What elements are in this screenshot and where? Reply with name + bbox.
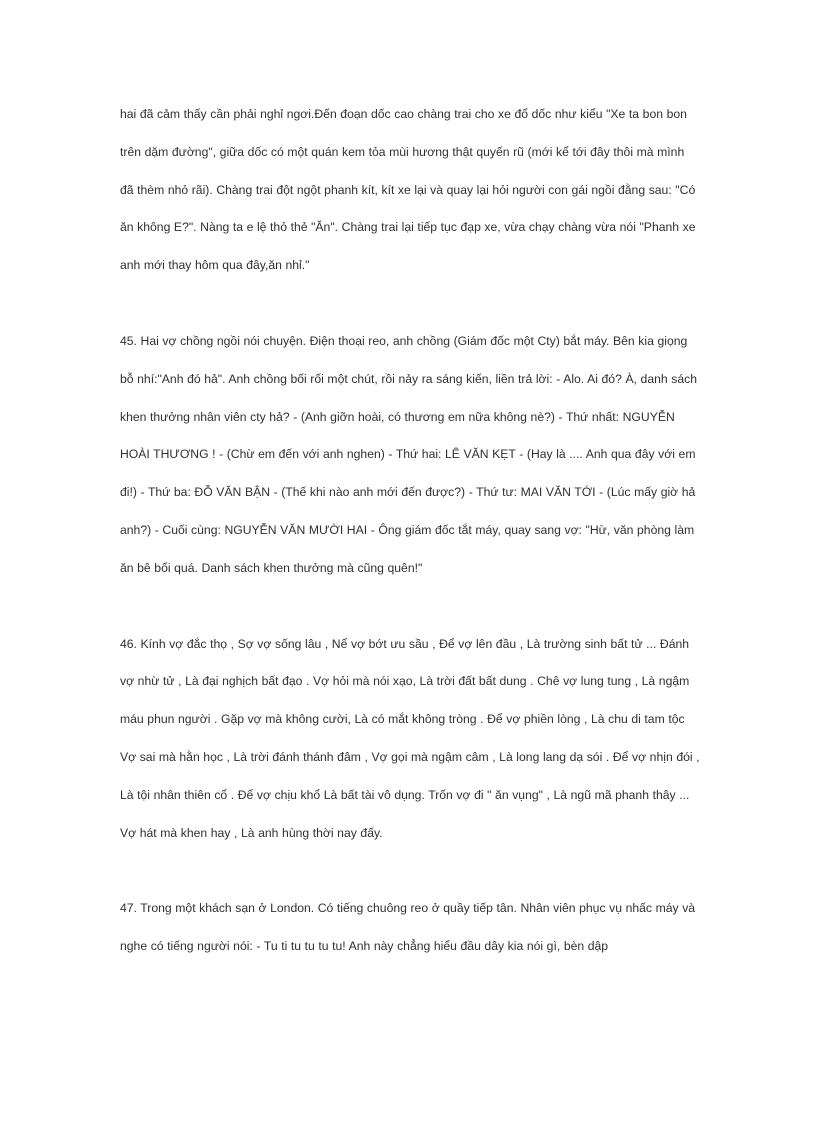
document-body bbox=[120, 96, 700, 1004]
paragraph-46: 46. Kính vợ đắc thọ , Sợ vợ sống lâu , Nể vợ bớt ưu sầu , Để vợ lên đầu , Là trường sinh bất tử ... Đánh vợ nhừ tử , Là đại nghịch bất đạo . Vợ hỏi mà nói xạo, Là trời đất bất dung . Chê vợ lung tung , Là ngậm máu phun người . Gặp vợ mà không cười, Là có mắt không tròng . Để vợ phiền lòng , Là chu di tam tộc Vợ sai mà hằn học , Là trời đánh thánh đâm , Vợ gọi mà ngậm câm , Là long lang dạ sói . Để vợ nhịn đói , Là tội nhân thiên cổ . Để vợ chịu khổ Là bất tài vô dụng. Trốn vợ đi " ăn vụng" , Là ngũ mã phanh thây ... Vợ hát mà khen hay , Là anh hùng thời nay đấy. bbox=[120, 636, 700, 840]
paragraph-continuation: hai đã cảm thấy cần phải nghỉ ngơi.Đến đoạn dốc cao chàng trai cho xe đổ dốc như kiểu "Xe ta bon bon trên dặm đường", giữa dốc có một quán kem tỏa mùi hương thật quyến rũ (mới kể tới đây thôi mà mình đã thèm nhỏ rãi). Chàng trai đột ngột phanh kít, kít xe lại và quay lại hỏi người con gái ngồi đằng sau: "Có ăn không E?". Nàng ta e lệ thỏ thẻ "Ăn". Chàng trai lại tiếp tục đạp xe, vừa chạy chàng vừa nói "Phanh xe anh mới thay hôm qua đây,ăn nhỉ." bbox=[120, 107, 696, 273]
paragraph-45: 45. Hai vợ chồng ngồi nói chuyện. Điện thoại reo, anh chồng (Giám đốc một Cty) bắt máy. Bên kia giọng bỗ nhí:"Anh đó hả". Anh chồng bối rối một chút, rồi nảy ra sáng kiến, liền trả lời: - Alo. Ai đó? À, danh sách khen thưởng nhân viên cty hả? - (Anh giỡn hoài, có thương em nữa không nè?) - Thứ nhất: NGUYỄN HOÀI THƯƠNG ! - (Chừ em đến với anh nghen) - Thứ hai: LÊ VĂN KẸT - (Hay là .... Anh qua đây với em đi!) - Thứ ba: ĐỖ VĂN BẬN - (Thế khi nào anh mới đến được?) - Thứ tư: MAI VĂN TỚI - (Lúc mấy giờ hả anh?) - Cuối cùng: NGUYỄN VĂN MƯỜI HAI - Ông giám đốc tắt máy, quay sang vợ: "Hừ, văn phòng làm ăn bê bối quá. Danh sách khen thưởng mà cũng quên!" bbox=[120, 333, 697, 575]
paragraph-47: 47. Trong một khách sạn ở London. Có tiếng chuông reo ở quầy tiếp tân. Nhân viên phục vụ nhấc máy và nghe có tiếng người nói: - Tu ti tu tu tu tu! Anh này chẳng hiểu đầu dây kia nói gì, bèn dập bbox=[120, 901, 696, 954]
